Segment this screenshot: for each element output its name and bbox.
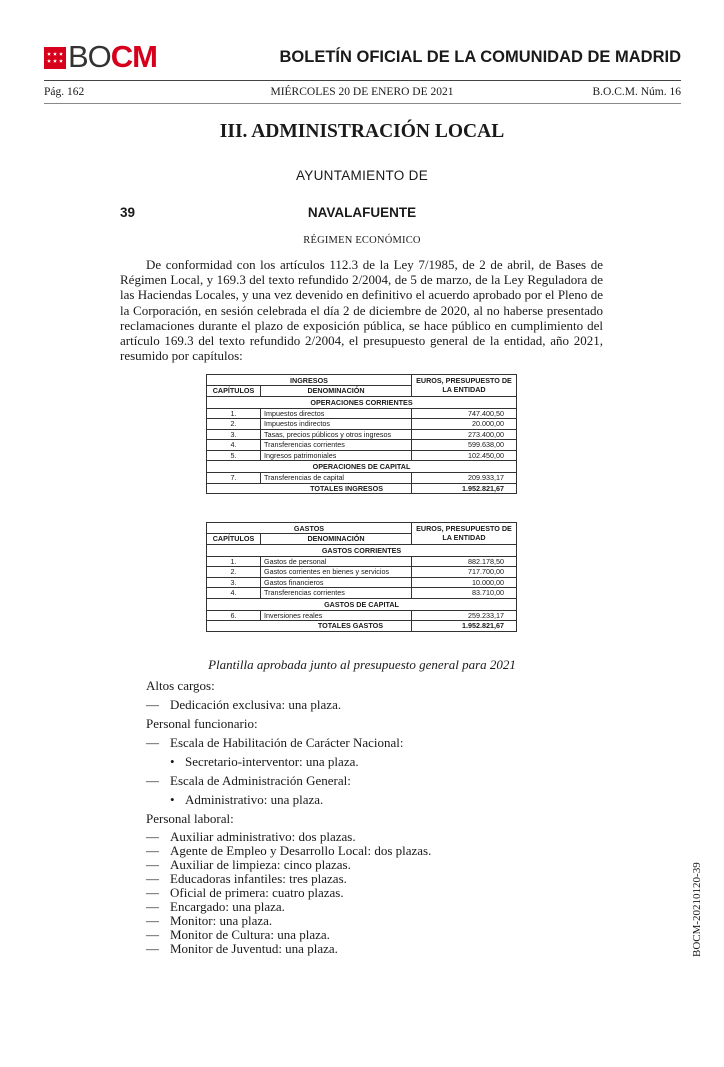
list-item-text: Escala de Habilitación de Carácter Nacional: [170, 735, 404, 750]
cell-name: Inversiones reales [261, 610, 412, 621]
gastos-table [206, 522, 517, 632]
list-item-text: Escala de Administración General: [170, 773, 351, 788]
cell-cap: 5. [207, 450, 261, 461]
bocm-logo [44, 40, 157, 74]
cell-value: 599.638,00 [412, 440, 517, 451]
cell-cap: 4. [207, 440, 261, 451]
col-capitulos: CAPÍTULOS [207, 534, 261, 545]
table-row [207, 429, 517, 440]
list-item-text: Monitor de Juventud: una plaza. [170, 941, 338, 956]
list-item-text: Secretario-interventor: una plaza. [185, 754, 359, 769]
cell-name: Gastos de personal [261, 556, 412, 567]
cell-name: Ingresos patrimoniales [261, 450, 412, 461]
table-row [207, 577, 517, 588]
cell-name: Transferencias corrientes [261, 440, 412, 451]
table-row [207, 588, 517, 599]
total-ingresos-label: TOTALES INGRESOS [207, 483, 412, 494]
gastos-title: GASTOS [207, 523, 412, 534]
issue-date: MIÉRCOLES 20 DE ENERO DE 2021 [270, 86, 454, 98]
list-item: — Dedicación exclusiva: una plaza. [146, 697, 342, 712]
issue-number: B.O.C.M. Núm. 16 [592, 86, 681, 98]
total-gastos-value: 1.952.821,67 [412, 621, 517, 632]
total-gastos-label: TOTALES GASTOS [207, 621, 412, 632]
cell-value: 882.178,50 [412, 556, 517, 567]
table-row [207, 408, 517, 419]
cell-value: 83.710,00 [412, 588, 517, 599]
table-row [207, 419, 517, 430]
total-ingresos-value: 1.952.821,67 [412, 483, 517, 494]
table-row [207, 440, 517, 451]
list-item: — Encargado: una plaza. [146, 899, 285, 914]
table-row [207, 610, 517, 621]
list-item: • Secretario-interventor: una plaza. [170, 754, 359, 769]
intro-paragraph: De conformidad con los artículos 112.3 de la Ley 7/1985, de 2 de abril, de Bases de Régimen Local, y 169.3 del texto refundido 2/2004, de 5 de marzo, de la Ley Reguladora de las Haciendas Locales, y una vez devenido en definitivo el acuerdo aprobado por el Pleno de la Corporación, en sesión celebrada el día 2 de diciembre de 2020, al no haberse presentado reclamaciones durante el plazo de exposición pública, se hace público en cumplimiento del artículo 169.3 del texto refundido 2/2004, el presupuesto general de la entidad, año 2021, resumido por capítulos: [120, 257, 603, 364]
cell-cap: 1. [207, 408, 261, 419]
ingresos-table [206, 374, 517, 494]
table-row [207, 556, 517, 567]
cell-value: 747.400,50 [412, 408, 517, 419]
header-rule [44, 80, 681, 81]
cell-cap: 6. [207, 610, 261, 621]
list-item: — Educadoras infantiles: tres plazas. [146, 871, 347, 886]
cell-name: Tasas, precios públicos y otros ingresos [261, 429, 412, 440]
plantilla-title: Plantilla aprobada junto al presupuesto general para 2021 [208, 657, 516, 672]
cell-value: 717.700,00 [412, 567, 517, 578]
group-operaciones-corrientes: OPERACIONES CORRIENTES [207, 396, 517, 408]
cell-cap: 2. [207, 567, 261, 578]
funcionario-heading: Personal funcionario: [146, 716, 258, 731]
list-item: • Administrativo: una plaza. [170, 792, 324, 807]
list-item-text: Oficial de primera: cuatro plazas. [170, 885, 344, 900]
cell-cap: 4. [207, 588, 261, 599]
list-item: — Oficial de primera: cuatro plazas. [146, 885, 344, 900]
regime-title: RÉGIMEN ECONÓMICO [303, 235, 421, 246]
cell-name: Transferencias corrientes [261, 588, 412, 599]
page-number: Pág. 162 [44, 86, 85, 98]
cell-name: Gastos corrientes en bienes y servicios [261, 567, 412, 578]
euros-header: EUROS, PRESUPUESTO DE LA ENTIDAD [412, 375, 517, 397]
cell-value: 102.450,00 [412, 450, 517, 461]
list-item-text: Agente de Empleo y Desarrollo Local: dos plazas. [170, 843, 432, 858]
bulletin-title: BOLETÍN OFICIAL DE LA COMUNIDAD DE MADRID [279, 48, 681, 66]
list-item: — Escala de Habilitación de Carácter Nacional: [146, 735, 404, 750]
table-row [207, 450, 517, 461]
list-item: — Escala de Administración General: [146, 773, 351, 788]
cell-value: 10.000,00 [412, 577, 517, 588]
table-row [207, 567, 517, 578]
side-code: BOCM-20210120-39 [691, 862, 703, 957]
meta-rule [44, 103, 681, 104]
cell-value: 273.400,00 [412, 429, 517, 440]
cell-value: 259.233,17 [412, 610, 517, 621]
list-item: — Monitor: una plaza. [146, 913, 273, 928]
entry-number: 39 [120, 205, 136, 220]
list-item-text: Auxiliar de limpieza: cinco plazas. [170, 857, 351, 872]
cell-name: Impuestos directos [261, 408, 412, 419]
side-code-wrapper [691, 862, 705, 1067]
col-denominacion: DENOMINACIÓN [261, 386, 412, 397]
cell-value: 20.000,00 [412, 419, 517, 430]
madrid-flag-icon [44, 47, 66, 69]
town-name: NAVALAFUENTE [307, 205, 417, 220]
ayuntamiento-label: AYUNTAMIENTO DE [295, 168, 428, 183]
table-row [207, 473, 517, 484]
cell-name: Impuestos indirectos [261, 419, 412, 430]
laboral-heading: Personal laboral: [146, 811, 234, 826]
cell-cap: 7. [207, 473, 261, 484]
cell-cap: 2. [207, 419, 261, 430]
group-operaciones-capital: OPERACIONES DE CAPITAL [207, 461, 517, 473]
section-title: III. ADMINISTRACIÓN LOCAL [219, 121, 505, 142]
list-item: — Auxiliar administrativo: dos plazas. [146, 829, 356, 844]
list-item-text: Encargado: una plaza. [170, 899, 285, 914]
euros-header: EUROS, PRESUPUESTO DE LA ENTIDAD [412, 523, 517, 545]
col-denominacion: DENOMINACIÓN [261, 534, 412, 545]
cell-name: Gastos financieros [261, 577, 412, 588]
list-item: — Monitor de Cultura: una plaza. [146, 927, 330, 942]
cell-value: 209.933,17 [412, 473, 517, 484]
cell-cap: 3. [207, 429, 261, 440]
list-item-text: Monitor de Cultura: una plaza. [170, 927, 330, 942]
list-item-text: Dedicación exclusiva: una plaza. [170, 697, 342, 712]
cell-name: Transferencias de capital [261, 473, 412, 484]
list-item: — Monitor de Juventud: una plaza. [146, 941, 338, 956]
list-item-text: Auxiliar administrativo: dos plazas. [170, 829, 356, 844]
list-item: — Agente de Empleo y Desarrollo Local: dos plazas. [146, 843, 432, 858]
altos-cargos-heading: Altos cargos: [146, 678, 215, 693]
list-item: — Auxiliar de limpieza: cinco plazas. [146, 857, 351, 872]
ingresos-title: INGRESOS [207, 375, 412, 386]
cell-cap: 3. [207, 577, 261, 588]
col-capitulos: CAPÍTULOS [207, 386, 261, 397]
group-gastos-corrientes: GASTOS CORRIENTES [207, 544, 517, 556]
cell-cap: 1. [207, 556, 261, 567]
list-item-text: Monitor: una plaza. [170, 913, 273, 928]
logo-text: BOCM [68, 39, 158, 74]
list-item-text: Administrativo: una plaza. [185, 792, 324, 807]
list-item-text: Educadoras infantiles: tres plazas. [170, 871, 347, 886]
group-gastos-capital: GASTOS DE CAPITAL [207, 598, 517, 610]
